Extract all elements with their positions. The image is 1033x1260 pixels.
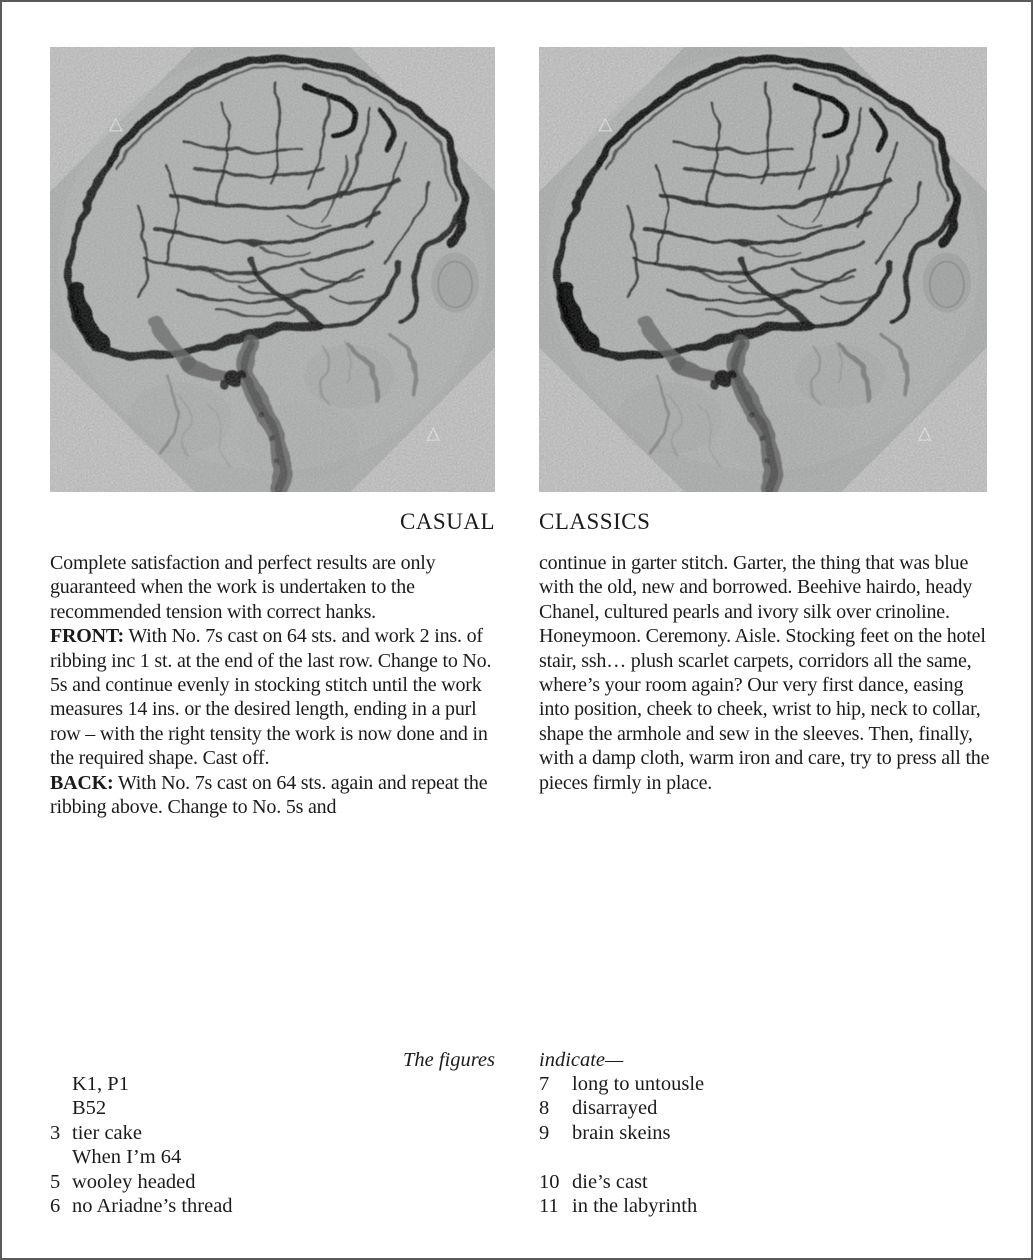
list-item — [50, 1145, 470, 1169]
list-item — [50, 1121, 470, 1145]
list-item-text: long to untousle — [572, 1073, 705, 1095]
list-item-text: K1, P1 — [72, 1073, 129, 1095]
angiogram-figure-right — [539, 47, 987, 492]
figures-caption-right: indicate— — [539, 1049, 624, 1071]
list-item — [539, 1194, 989, 1218]
angiogram-image-right — [539, 47, 987, 492]
list-item-text: in the labyrinth — [572, 1194, 698, 1217]
header-casual: CASUAL — [399, 509, 495, 534]
list-item-text: no Ariadne’s thread — [72, 1194, 233, 1217]
list-item-text: B52 — [72, 1097, 107, 1120]
list-item — [539, 1072, 989, 1096]
list-item-number — [50, 1145, 72, 1169]
list-item — [539, 1145, 989, 1169]
text-run: With No. 7s cast on 64 sts. again and repeat the ribbing above. Change to No. 5s and — [50, 771, 488, 819]
list-item-number — [50, 1096, 72, 1120]
text-run: Complete satisfaction and perfect results are only guaranteed when the work is undertaken to the recommended tension with correct hanks. — [50, 552, 436, 623]
list-item — [539, 1170, 989, 1194]
list-item-number — [539, 1145, 572, 1169]
figures-caption-left: The figures — [402, 1049, 495, 1071]
left-column-text — [50, 551, 497, 819]
bold-run: FRONT: — [50, 625, 124, 648]
header-classics: CLASSICS — [539, 509, 651, 534]
paragraph — [50, 624, 497, 770]
list-item — [50, 1096, 470, 1120]
list-item — [50, 1170, 470, 1194]
list-item-number: 5 — [50, 1170, 61, 1193]
list-item-text: wooley headed — [72, 1170, 196, 1193]
bold-run: BACK: — [50, 771, 114, 794]
list-item-text: When I’m 64 — [72, 1146, 182, 1169]
list-item-number: 9 — [539, 1121, 550, 1144]
list-item-number: 10 — [539, 1170, 560, 1193]
angiogram-figure-left — [50, 47, 495, 492]
figure-list-right — [539, 1072, 989, 1218]
list-item-number — [50, 1072, 72, 1096]
list-item-text: brain skeins — [572, 1121, 671, 1144]
list-item-text: die’s cast — [572, 1170, 648, 1193]
paragraph — [50, 771, 497, 820]
list-item — [50, 1072, 470, 1096]
list-item — [539, 1096, 989, 1120]
list-item-number: 11 — [539, 1194, 559, 1217]
angiogram-image-left — [50, 47, 495, 492]
list-item-number: 8 — [539, 1097, 550, 1120]
list-item-number: 7 — [539, 1073, 550, 1095]
list-item-number: 3 — [50, 1121, 61, 1144]
list-item — [50, 1194, 470, 1218]
right-column-text — [539, 551, 991, 795]
text-run: continue in garter stitch. Garter, the thing that was blue with the old, new and borrowed. Beehive hairdo, heady Chanel, cultured pearls and ivory silk over crinoline. Honeymoon. Ceremony. Aisle. Stocking feet on the hotel stair, ssh… plush scarlet carpets, corridors all the same, where’s your room again? Our very first dance, easing into position, cheek to cheek, wrist to hip, neck to collar, shape the armhole and sew in the sleeves. Then, finally, with a damp cloth, warm iron and care, try to press all the pieces firmly in place. — [539, 552, 990, 794]
list-item-text: disarrayed — [572, 1097, 658, 1120]
list-item-number: 6 — [50, 1194, 61, 1217]
text-run: With No. 7s cast on 64 sts. and work 2 ins. of ribbing inc 1 st. at the end of the last row. Change to No. 5s and continue evenly in stocking stitch until the work measures 14 ins. or the desired length, ending in a purl row – with the right tensity the work is now done and in the required shape. Cast off. — [50, 625, 492, 770]
list-item — [539, 1121, 989, 1145]
list-item-text: tier cake — [72, 1121, 142, 1144]
paragraph — [50, 551, 497, 624]
paragraph — [539, 551, 991, 795]
figure-list-left — [50, 1072, 470, 1218]
